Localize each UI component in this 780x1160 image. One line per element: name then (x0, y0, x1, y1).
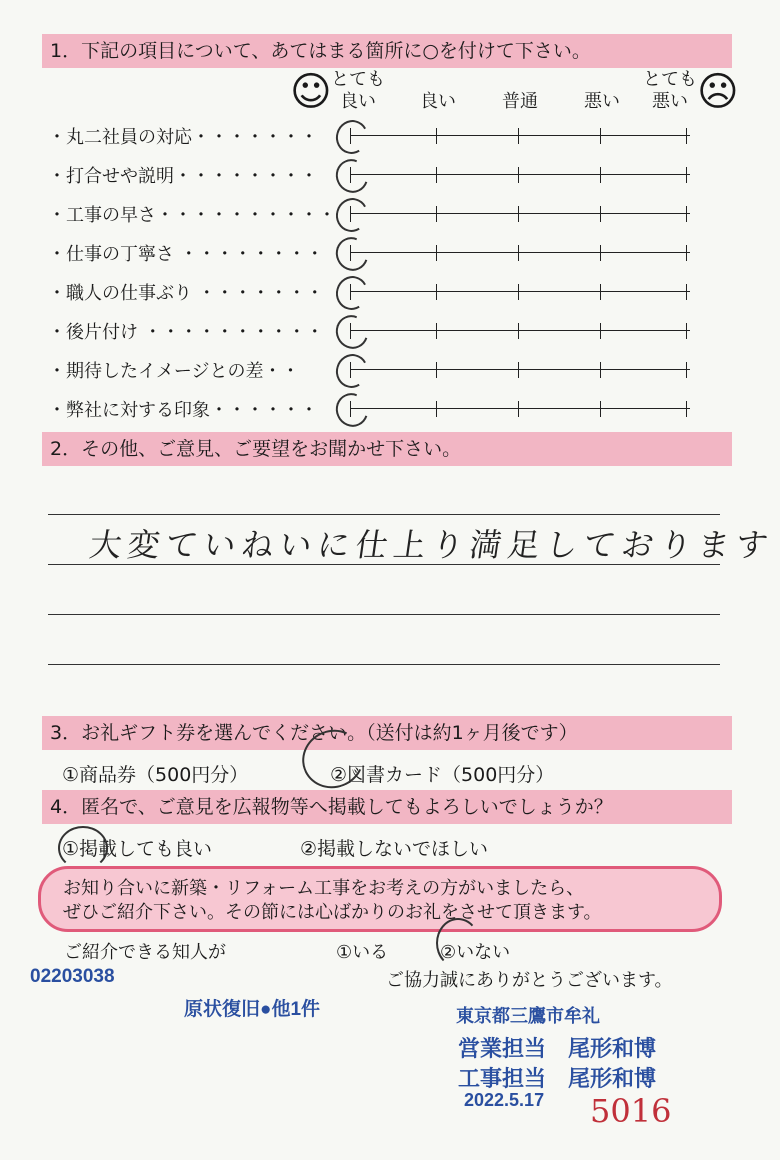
rating-option-5[interactable] (686, 128, 687, 144)
stamp-address: 東京都三鷹市牟礼 (456, 1006, 600, 1026)
rating-item-label: ・職人の仕事ぶり ・・・・・・・ (48, 283, 324, 304)
section4-title: 4．匿名で、ご意見を広報物等へ掲載してもよろしいでしょうか？ (42, 790, 732, 824)
rating-item-label: ・工事の早さ・・・・・・・・・・ (48, 205, 336, 226)
stamp-sales-rep: 営業担当 尾形和博 (458, 1036, 657, 1061)
gift-option-2[interactable]: ②図書カード（500円分） (330, 764, 555, 786)
rating-option-5[interactable] (686, 206, 687, 222)
thanks-text: ご協力誠にありがとうございます。 (386, 970, 673, 991)
notice-line-2: ぜひご紹介下さい。その節には心ばかりのお礼をさせて頂きます。 (63, 902, 602, 923)
scale-header-line1 (490, 70, 550, 92)
rating-option-5[interactable] (686, 362, 687, 378)
happy-face-icon: ☺ (290, 69, 332, 115)
section3-title: 3．お礼ギフト券を選んでください。（送付は約1ヶ月後です） (42, 716, 732, 750)
scale-header-line1: とても (331, 69, 385, 90)
rating-item-label: ・丸二社員の対応・・・・・・・ (48, 127, 318, 148)
section1-title: 1．下記の項目について、あてはまる箇所に○を付けて下さい。 (42, 34, 732, 68)
handwritten-number: 5016 (590, 1092, 672, 1130)
rating-option-4[interactable] (600, 323, 601, 339)
comment-line-1 (48, 514, 720, 515)
rating-scale (350, 291, 690, 292)
rating-option-2[interactable] (436, 167, 437, 183)
referral-notice (38, 866, 722, 932)
rating-scale (350, 369, 690, 370)
rating-option-3[interactable] (518, 128, 519, 144)
rating-option-2[interactable] (436, 401, 437, 417)
rating-selection-circle (332, 116, 372, 157)
rating-option-5[interactable] (686, 401, 687, 417)
gift-option-1[interactable]: ①商品券（500円分） (62, 764, 249, 786)
publish-option-2[interactable]: ②掲載しないでほしい (300, 838, 489, 860)
scale-header-line2: 良い (420, 91, 456, 112)
stamp-construction-rep: 工事担当 尾形和博 (458, 1066, 657, 1091)
rating-scale (350, 252, 690, 253)
rating-option-2[interactable] (436, 245, 437, 261)
scale-header-2 (408, 70, 468, 112)
rating-item-label: ・後片付け ・・・・・・・・・・ (48, 322, 324, 343)
rating-option-2[interactable] (436, 128, 437, 144)
rating-option-3[interactable] (518, 245, 519, 261)
scale-header-line2: 普通 (502, 91, 538, 112)
section2-title: 2．その他、ご意見、ご要望をお聞かせ下さい。 (42, 432, 732, 466)
work-description: 原状復旧●他1件 (184, 999, 321, 1020)
rating-option-3[interactable] (518, 206, 519, 222)
comment-line-3 (48, 614, 720, 615)
rating-option-4[interactable] (600, 206, 601, 222)
scale-header-line2: 悪い (584, 91, 620, 112)
rating-option-4[interactable] (600, 167, 601, 183)
publish-selection-circle (58, 826, 108, 870)
rating-scale (350, 330, 690, 331)
scale-header-5 (640, 70, 700, 112)
scale-header-line1 (408, 70, 468, 92)
rating-option-3[interactable] (518, 167, 519, 183)
rating-item-label: ・弊社に対する印象・・・・・・ (48, 400, 318, 421)
rating-selection-circle (330, 388, 373, 432)
referral-option-1[interactable]: ①いる (336, 942, 389, 963)
rating-option-2[interactable] (436, 323, 437, 339)
rating-option-4[interactable] (600, 245, 601, 261)
rating-item-label: ・仕事の丁寧さ ・・・・・・・・ (48, 244, 324, 265)
rating-option-3[interactable] (518, 401, 519, 417)
rating-selection-circle (332, 194, 372, 235)
rating-scale (350, 408, 690, 409)
rating-selection-circle (330, 154, 373, 198)
rating-option-5[interactable] (686, 323, 687, 339)
notice-line-1: お知り合いに新築・リフォーム工事をお考えの方がいましたら、 (63, 878, 585, 899)
scale-header-line2: 悪い (652, 91, 688, 112)
rating-option-4[interactable] (600, 401, 601, 417)
rating-option-5[interactable] (686, 167, 687, 183)
referral-label: ご紹介できる知人が (64, 942, 226, 963)
rating-selection-circle (330, 310, 373, 354)
scale-header-line1: とても (643, 69, 697, 90)
scale-header-line1 (572, 70, 632, 92)
rating-option-3[interactable] (518, 362, 519, 378)
handwritten-comment: 大変ていねいに仕上り満足しております (87, 526, 777, 564)
rating-selection-circle (332, 272, 372, 313)
referral-option-2[interactable]: ②いない (440, 942, 511, 963)
rating-option-3[interactable] (518, 284, 519, 300)
comment-line-4 (48, 664, 720, 665)
rating-scale (350, 135, 690, 136)
rating-scale (350, 213, 690, 214)
scale-header-line2: 良い (340, 91, 376, 112)
scale-header-4 (572, 70, 632, 112)
rating-option-5[interactable] (686, 284, 687, 300)
rating-scale (350, 174, 690, 175)
rating-option-4[interactable] (600, 284, 601, 300)
rating-option-5[interactable] (686, 245, 687, 261)
stamp-date: 2022.5.17 (464, 1090, 545, 1110)
referral-selection-circle (436, 918, 480, 968)
rating-item-label: ・打合せや説明・・・・・・・・ (48, 166, 318, 187)
customer-code: 02203038 (30, 966, 115, 987)
rating-option-4[interactable] (600, 128, 601, 144)
rating-option-2[interactable] (436, 206, 437, 222)
rating-selection-circle (332, 350, 372, 391)
rating-selection-circle (330, 232, 373, 276)
scale-header-3 (490, 70, 550, 112)
scale-header-1 (328, 70, 388, 112)
rating-item-label: ・期待したイメージとの差・・ (48, 361, 300, 382)
rating-option-2[interactable] (436, 284, 437, 300)
publish-option-1[interactable]: ①掲載しても良い (62, 838, 213, 860)
rating-option-3[interactable] (518, 323, 519, 339)
sad-face-icon: ☹ (697, 69, 739, 115)
rating-option-2[interactable] (436, 362, 437, 378)
rating-option-4[interactable] (600, 362, 601, 378)
